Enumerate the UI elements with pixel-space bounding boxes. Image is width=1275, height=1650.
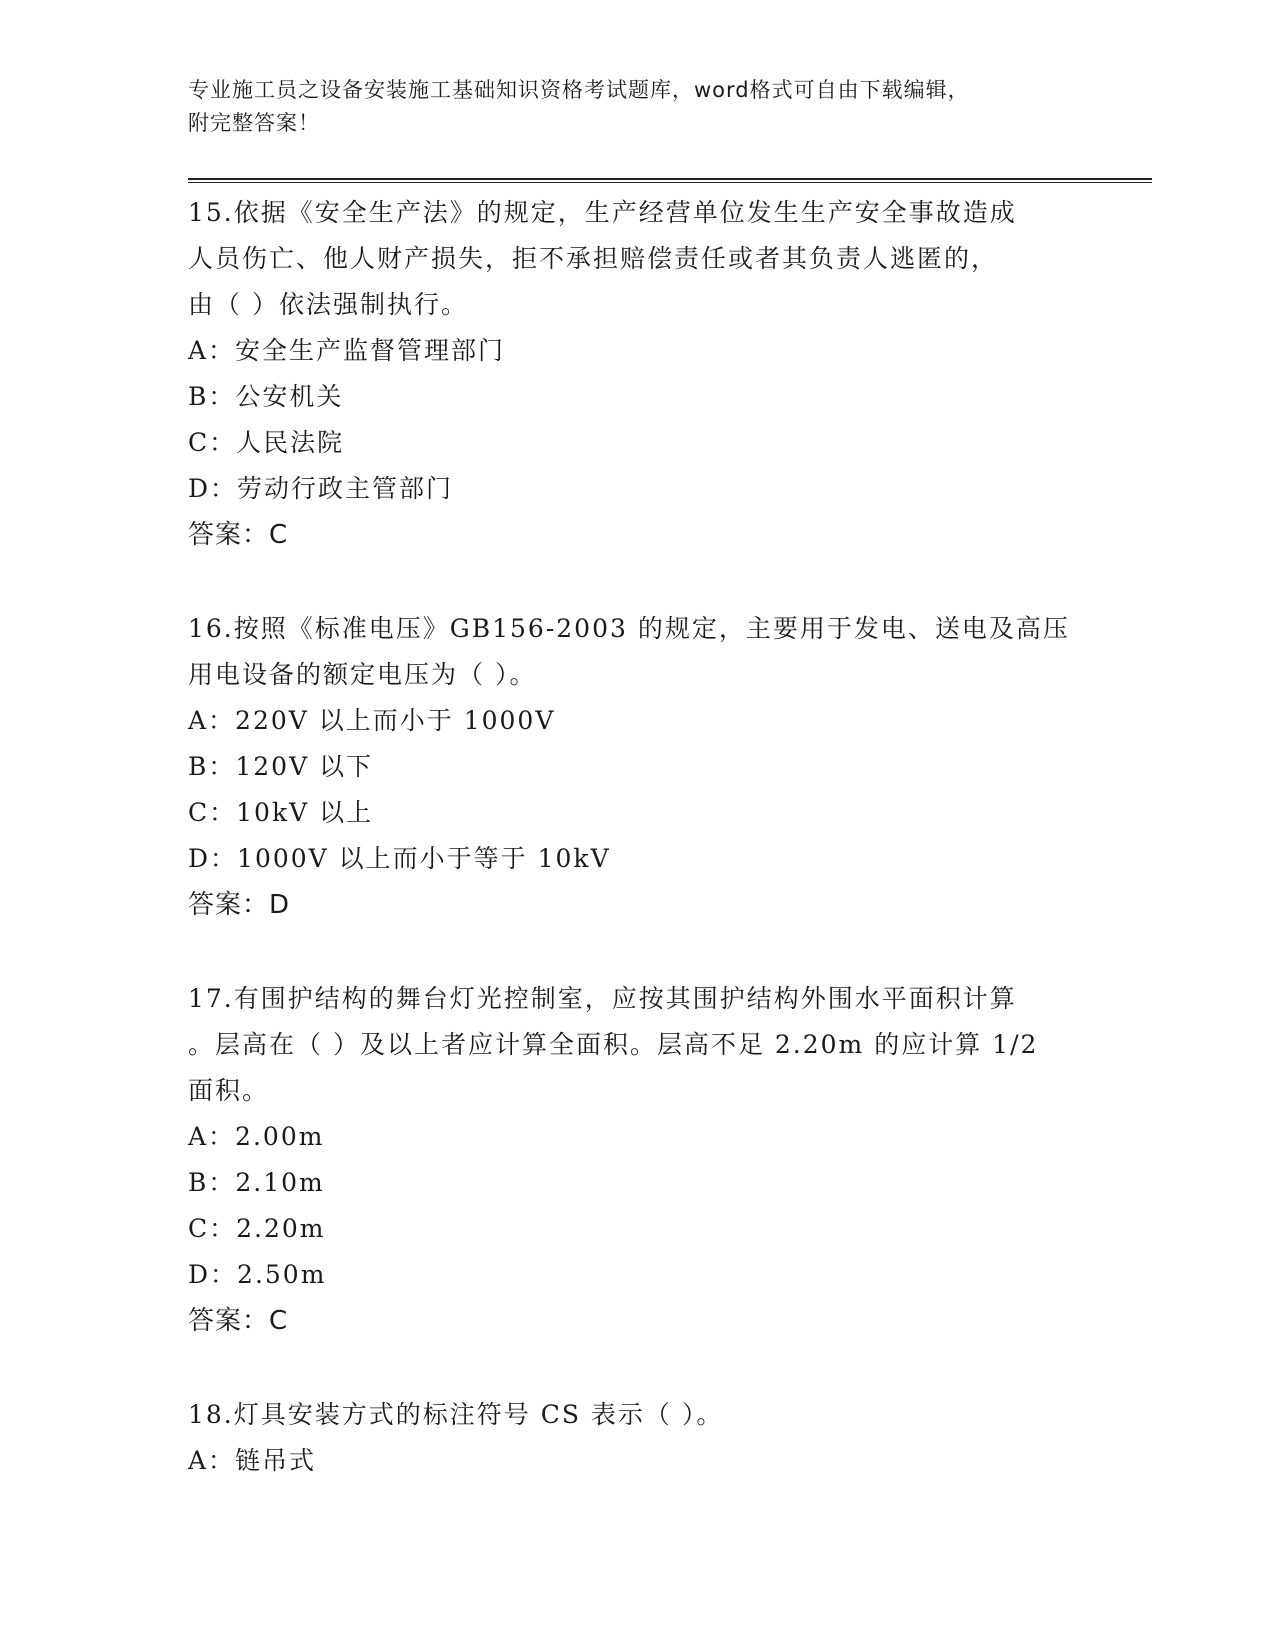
option-c: C：10kV 以上 — [188, 798, 374, 827]
header-line-1: 专业施工员之设备安装施工基础知识资格考试题库，word格式可自由下载编辑， — [188, 78, 970, 102]
answer-label: 答案：C — [188, 1306, 289, 1336]
question-list — [188, 190, 1088, 1484]
option-d: D：劳动行政主管部门 — [188, 474, 454, 503]
question-text: 16.按照《标准电压》GB156-2003 的规定，主要用于发电、送电及高压 — [188, 614, 1070, 643]
question-text: 面积。 — [188, 1076, 270, 1105]
answer-label: 答案：C — [188, 520, 289, 550]
question-15 — [188, 190, 1088, 558]
question-text: 18.灯具安装方式的标注符号 CS 表示（ ）。 — [188, 1400, 724, 1429]
option-b: B：2.10m — [188, 1168, 325, 1197]
question-17 — [188, 976, 1088, 1344]
header-divider — [188, 178, 1152, 183]
question-text: 17.有围护结构的舞台灯光控制室，应按其围护结构外围水平面积计算 — [188, 984, 1017, 1013]
option-a: A：安全生产监督管理部门 — [188, 336, 506, 365]
option-a: A：2.00m — [188, 1122, 325, 1151]
question-16 — [188, 606, 1088, 928]
option-b: B：公安机关 — [188, 382, 344, 411]
option-c: C：人民法院 — [188, 428, 345, 457]
question-text: 。层高在（ ）及以上者应计算全面积。层高不足 2.20m 的应计算 1/2 — [188, 1030, 1039, 1059]
question-text: 由（ ）依法强制执行。 — [188, 290, 468, 319]
option-d: D：1000V 以上而小于等于 10kV — [188, 844, 611, 873]
question-text: 人员伤亡、他人财产损失，拒不承担赔偿责任或者其负责人逃匿的， — [188, 244, 999, 273]
option-b: B：120V 以下 — [188, 752, 374, 781]
question-text: 15.依据《安全生产法》的规定，生产经营单位发生生产安全事故造成 — [188, 198, 1017, 227]
option-a: A：链吊式 — [188, 1446, 317, 1475]
option-c: C：2.20m — [188, 1214, 326, 1243]
header-line-2: 附完整答案！ — [188, 111, 320, 135]
question-18 — [188, 1392, 1088, 1484]
answer-label: 答案：D — [188, 890, 291, 920]
document-header — [188, 74, 1068, 140]
option-d: D：2.50m — [188, 1260, 327, 1289]
option-a: A：220V 以上而小于 1000V — [188, 706, 556, 735]
question-text: 用电设备的额定电压为（ ）。 — [188, 660, 537, 689]
